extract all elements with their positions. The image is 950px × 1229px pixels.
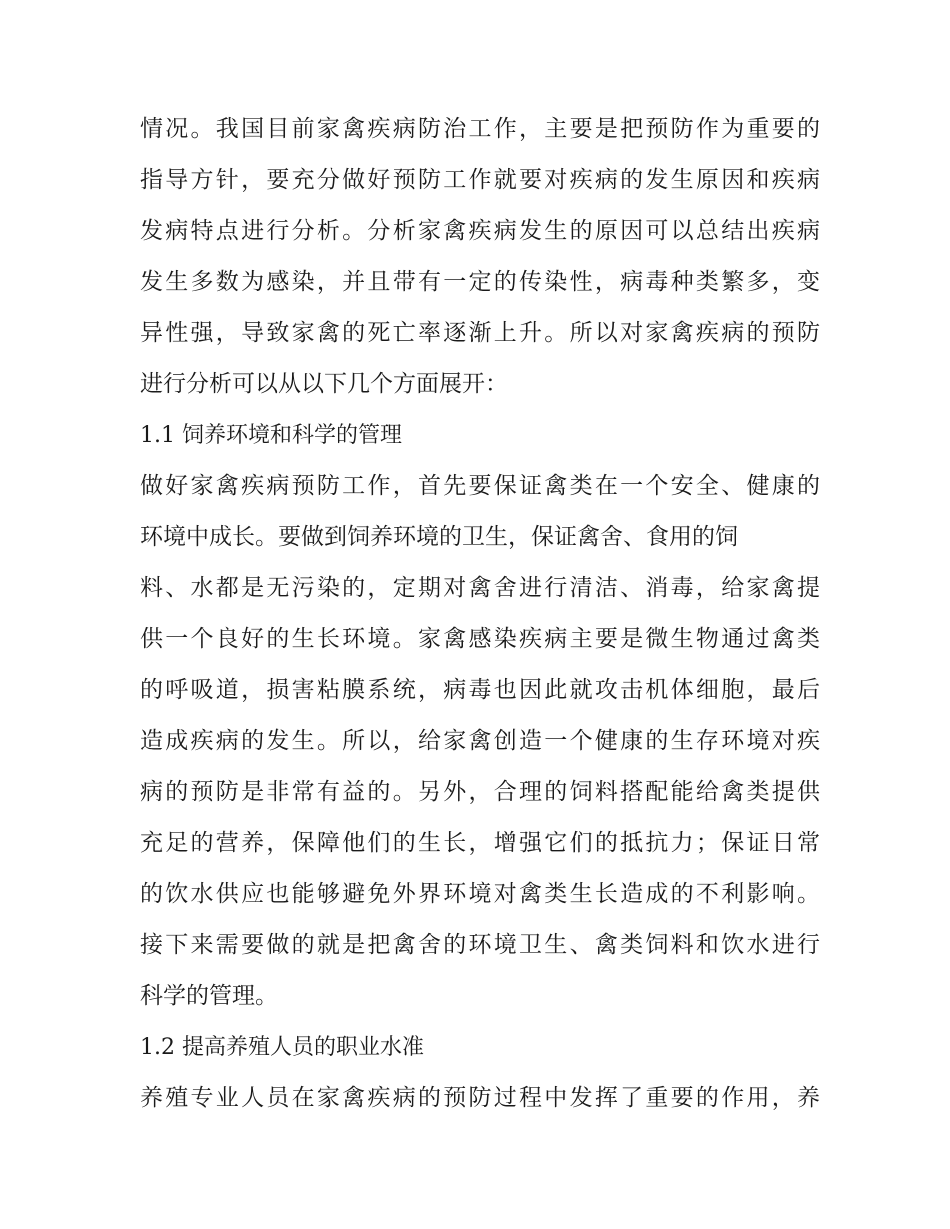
text-line: 科学的管理。 [140,983,278,1009]
text-line: 发生多数为感染，并且带有一定的传染性，病毒种类繁多，变 [140,269,820,295]
text-line: 进行分析可以从以下几个方面展开： [140,371,508,397]
text-line: 发病特点进行分析。分析家禽疾病发生的原因可以总结出疾病 [140,218,820,244]
text-line: 情况。我国目前家禽疾病防治工作，主要是把预防作为重要的 [140,116,820,142]
text-line: 接下来需要做的就是把禽舍的环境卫生、禽类饲料和饮水进行 [140,932,820,958]
text-line: 料、水都是无污染的，定期对禽舍进行清洁、消毒，给家禽提 [140,575,820,601]
text-line: 环境中成长。要做到饲养环境的卫生，保证禽舍、食用的饲 [140,524,738,550]
text-line: 养殖专业人员在家禽疾病的预防过程中发挥了重要的作用，养 [140,1085,820,1111]
text-line: 病的预防是非常有益的。另外，合理的饲料搭配能给禽类提供 [140,779,820,805]
text-line: 的呼吸道，损害粘膜系统，病毒也因此就攻击机体细胞，最后 [140,677,820,703]
text-line: 的饮水供应也能够避免外界环境对禽类生长造成的不利影响。 [140,881,820,907]
text-line: 充足的营养，保障他们的生长，增强它们的抵抗力；保证日常 [140,830,820,856]
document-body [140,104,820,1124]
section-heading: 1.1 饲养环境和科学的管理 [140,423,402,448]
text-line: 供一个良好的生长环境。家禽感染疾病主要是微生物通过禽类 [140,626,820,652]
text-line: 指导方针，要充分做好预防工作就要对疾病的发生原因和疾病 [140,167,820,193]
text-line: 造成疾病的发生。所以，给家禽创造一个健康的生存环境对疾 [140,728,820,754]
text-line: 异性强，导致家禽的死亡率逐渐上升。所以对家禽疾病的预防 [140,320,820,346]
text-line: 做好家禽疾病预防工作，首先要保证禽类在一个安全、健康的 [140,473,820,499]
section-heading: 1.2 提高养殖人员的职业水准 [140,1035,424,1060]
